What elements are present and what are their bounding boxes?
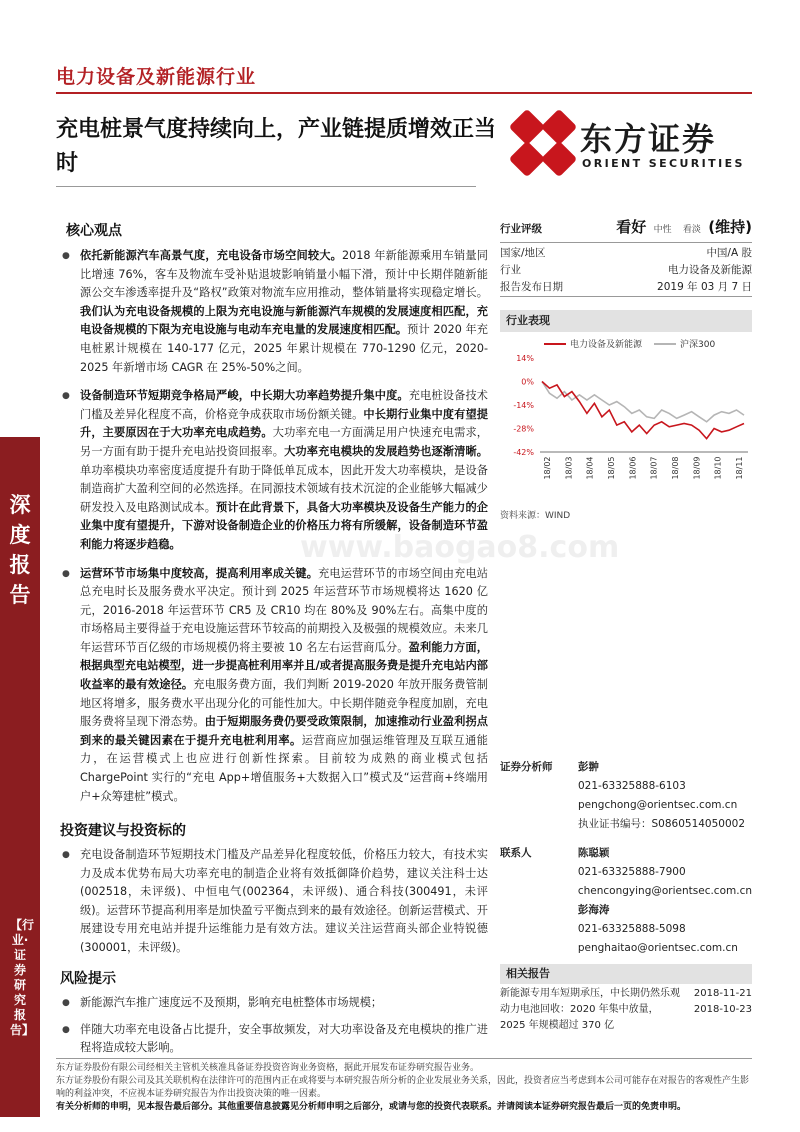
series-line [542,382,744,439]
risk-item: ● 伴随大功率充电设备占比提升，安全事故频发，对大功率设备及充电模块的推广进程将造成较大影响。 [62,1022,488,1055]
bullet-icon: ● [62,998,70,1008]
contact-phone: 021-63325888-7900 [577,866,686,878]
x-tick-label: 18/09 [692,456,702,480]
x-tick-label: 18/08 [671,456,680,480]
chart-source: 资料来源：WIND [500,511,571,521]
logo-chinese: 东方证券 [580,120,717,158]
logo-english: ORIENT SECURITIES [582,157,745,170]
x-tick-label: 18/05 [607,456,616,480]
bullet-icon: ● [62,850,70,860]
x-tick-label: 18/03 [564,456,574,480]
series-line [542,382,744,422]
y-tick-label: -28% [513,424,534,434]
header-rule [56,92,752,94]
contact-name: 陈聪颖 [577,847,610,859]
related-item[interactable]: 动力电池回收：2020 年集中放量，2025 年规模超过 370 亿 2018-10-23 [500,1004,752,1031]
related-item[interactable]: 新能源专用车短期承压，中长期仍然乐观 2018-11-21 [500,988,752,999]
contact-name: 彭海涛 [577,904,610,916]
report-type-label: 深度报告 [9,493,31,607]
related-heading: 相关报告 [500,964,752,984]
risk-body [60,994,488,1068]
contact-email[interactable]: chencongying@orientsec.com.cn [577,885,752,897]
rating-option-negative: 看淡 [682,225,701,235]
invest-body [60,846,488,968]
rating-keep: (维持) [708,218,752,236]
footer-rule [56,1058,752,1059]
orient-logo-icon [510,110,576,176]
footer [56,1062,756,1114]
risk-item: ● 新能源汽车推广速度远不及预期，影响充电桩整体市场规模； [60,994,488,1013]
rating-row [500,216,752,243]
x-tick-label: 18/04 [585,456,595,480]
legend-label: 电力设备及新能源 [570,340,643,350]
watermark: www.baogao8.com [300,530,620,565]
info-row: 国家/地区 中国/A 股 [500,247,752,259]
y-tick-label: 0% [521,377,534,387]
performance-chart [500,334,752,504]
risk-heading: 风险提示 [60,971,116,987]
x-tick-label: 18/06 [628,456,638,480]
title-rule [56,186,476,187]
x-tick-label: 18/07 [649,456,659,480]
footer-line: 东方证券股份有限公司及其关联机构在法律许可的范围内正在或将要与本研究报告所分析的企业发展业务关系，因此，投资者应当考虑到本公司可能存在对报告的客观性产生影响的利益冲突，不应视本证券研究报告为作出投资决策的唯一因素。 [56,1076,750,1099]
info-row: 行业 电力设备及新能源 [500,264,752,276]
invest-heading: 投资建议与投资标的 [60,823,186,839]
sector-title: 电力设备及新能源行业 [56,66,257,88]
bullet-icon: ● [62,568,70,579]
report-title: 充电桩景气度持续向上，产业链提质增效正当时 [56,117,497,176]
core-body [60,247,488,816]
analyst-cert: 执业证书编号：S0860514050002 [578,818,746,830]
performance-heading: 行业表现 [500,310,752,332]
core-heading: 核心观点 [66,223,122,239]
core-point-2: ● 设备制造环节短期竞争格局严峻，中长期大功率趋势提升集中度。充电桩设备技术门槛及差异化程度不高，价格竞争成获取市场份额关键。中长期行业集中度有望提升，主要原因在于大功率充电成趋势。大功率充电一方面满足用户快速充电需求，另一方面有助于提升充电站投资回报率。大功率充电模块的发展趋势也逐渐清晰。单功率模块功率密度适度提升有助于降低单瓦成本，因此开发大功率模块，是设备制造商扩大盈利空间的必然选择。在同源技术领域有技术沉淀的企业能够大幅减少研发投入及电路测试成本。预计在此背景下，具备大功率模块及设备生产能力的企业集中度有望提升，下游对设备制造企业的价格压力将有所缓解，设备制造环节盈利能力将逐步趋稳。 [62,389,488,551]
x-tick-label: 18/11 [735,456,744,480]
rating-option-neutral: 中性 [653,225,672,235]
core-point-1: ● 依托新能源汽车高景气度，充电设备市场空间较大。2018 年新能源乘用车销量同比增速 76%，客车及物流车受补贴退坡影响销量小幅下滑，预计中长期伴随新能源公交车渗透率提升及“路权”政策对物流车应用推动，整体销量将实现稳定增长。我们认为充电设备规模的上限为充电设施与新能源汽车规模的发展速度相匹配，充电设备规模的下限为充电设施与电动车充电量的发展速度相匹配。预计 2020 年充电桩累计规模在 140-177 亿元，2025 年累计规模在 770-1290 亿元，2020-2025 年新增市场 CAGR 在 25%-50%之间。 [62,249,488,374]
x-tick-label: 18/10 [713,456,723,480]
info-row: 报告发布日期 2019 年 03 月 7 日 [500,279,752,297]
contacts-block [500,844,752,958]
core-point-3: ● 运营环节市场集中度较高，提高利用率成关键。充电运营环节的市场空间由充电站总充电时长及服务费水平决定。预计到 2025 年运营环节市场规模将达 1620 亿元，2016-2018 年运营环节 CR5 及 CR10 均在 80%及 90%左右。高集中度的市场格局主要得益于充电设施运营环节较高的前期投入及极强的规模效应。未来几年运营环节百亿级的市场规模仍将主要被 10 名左右运营商瓜分。盈利能力方面，根据典型充电站模型，进一步提高桩利用率并且/或者提高服务费是提升充电站内部收益率的最有效途径。充电服务费方面，我们判断 2019-2020 年放开服务费管制地区将增多，服务费水平出现分化的可能性加大。中长期伴随竞争程度加剧，充电服务费将呈现下滑态势。由于短期服务费仍要受政策限制，加速推动行业盈利拐点到来的最关键因素在于提升充电桩利用率。运营商应加强运维管理及互联互通能力，在运营模式上也应进行创新性探索。目前较为成熟的商业模式包括 ChargePoint 实行的“充电 App+增值服务+大数据入口”模式及“运营商+终端用户+众筹建桩”模式。 [62,566,488,803]
y-tick-label: 14% [516,354,534,363]
rating-main: 看好 [616,218,647,236]
footer-line: 东方证券股份有限公司经相关主管机关核准具备证券投资咨询业务资格，据此开展发布证券研究报告业务。 [56,1063,480,1073]
y-tick-label: -14% [513,401,534,410]
analyst-phone: 021-63325888-6103 [578,780,686,792]
analyst-name: 彭翀 [578,761,599,773]
bullet-icon: ● [62,391,70,402]
x-tick-label: 18/02 [543,456,552,480]
rating-label: 行业评级 [500,223,542,235]
y-tick-label: -42% [513,448,534,457]
analyst-email[interactable]: pengchong@orientsec.com.cn [578,799,738,811]
footer-line: 有关分析师的申明，见本报告最后部分。其他重要信息披露见分析师申明之后部分，或请与您的投资代表联系。并请阅读本证券研究报告最后一页的免责申明。 [56,1102,687,1112]
invest-point: ● 充电设备制造环节短期技术门槛及产品差异化程度较低，价格压力较大，有技术实力及成本优势布局大功率充电的制造企业将有效抵御降价趋势，建议关注科士达(002518，未评级)、中恒电气(002364，未评级)、通合科技(300491，未评级)。运营环节提高利用率是加快盈亏平衡点到来的最有效途径。创新运营模式、开展建设专用充电站并提升运维能力是有效方法。建议关注运营商头部企业特锐德(300001，未评级)。 [62,848,488,954]
analyst-block [500,758,752,834]
legend-label: 沪深300 [680,340,716,350]
contact-email[interactable]: penghaitao@orientsec.com.cn [577,942,738,954]
contacts-role: 联系人 [500,847,532,859]
report-category-label: 【行业·证券研究报告】 [10,918,35,1037]
analyst-role: 证券分析师 [500,761,553,773]
contact-phone: 021-63325888-5098 [577,923,686,935]
rating-panel [500,216,752,297]
related-list [500,986,752,1034]
bullet-icon: ● [62,1024,70,1035]
bullet-icon: ● [62,251,70,261]
